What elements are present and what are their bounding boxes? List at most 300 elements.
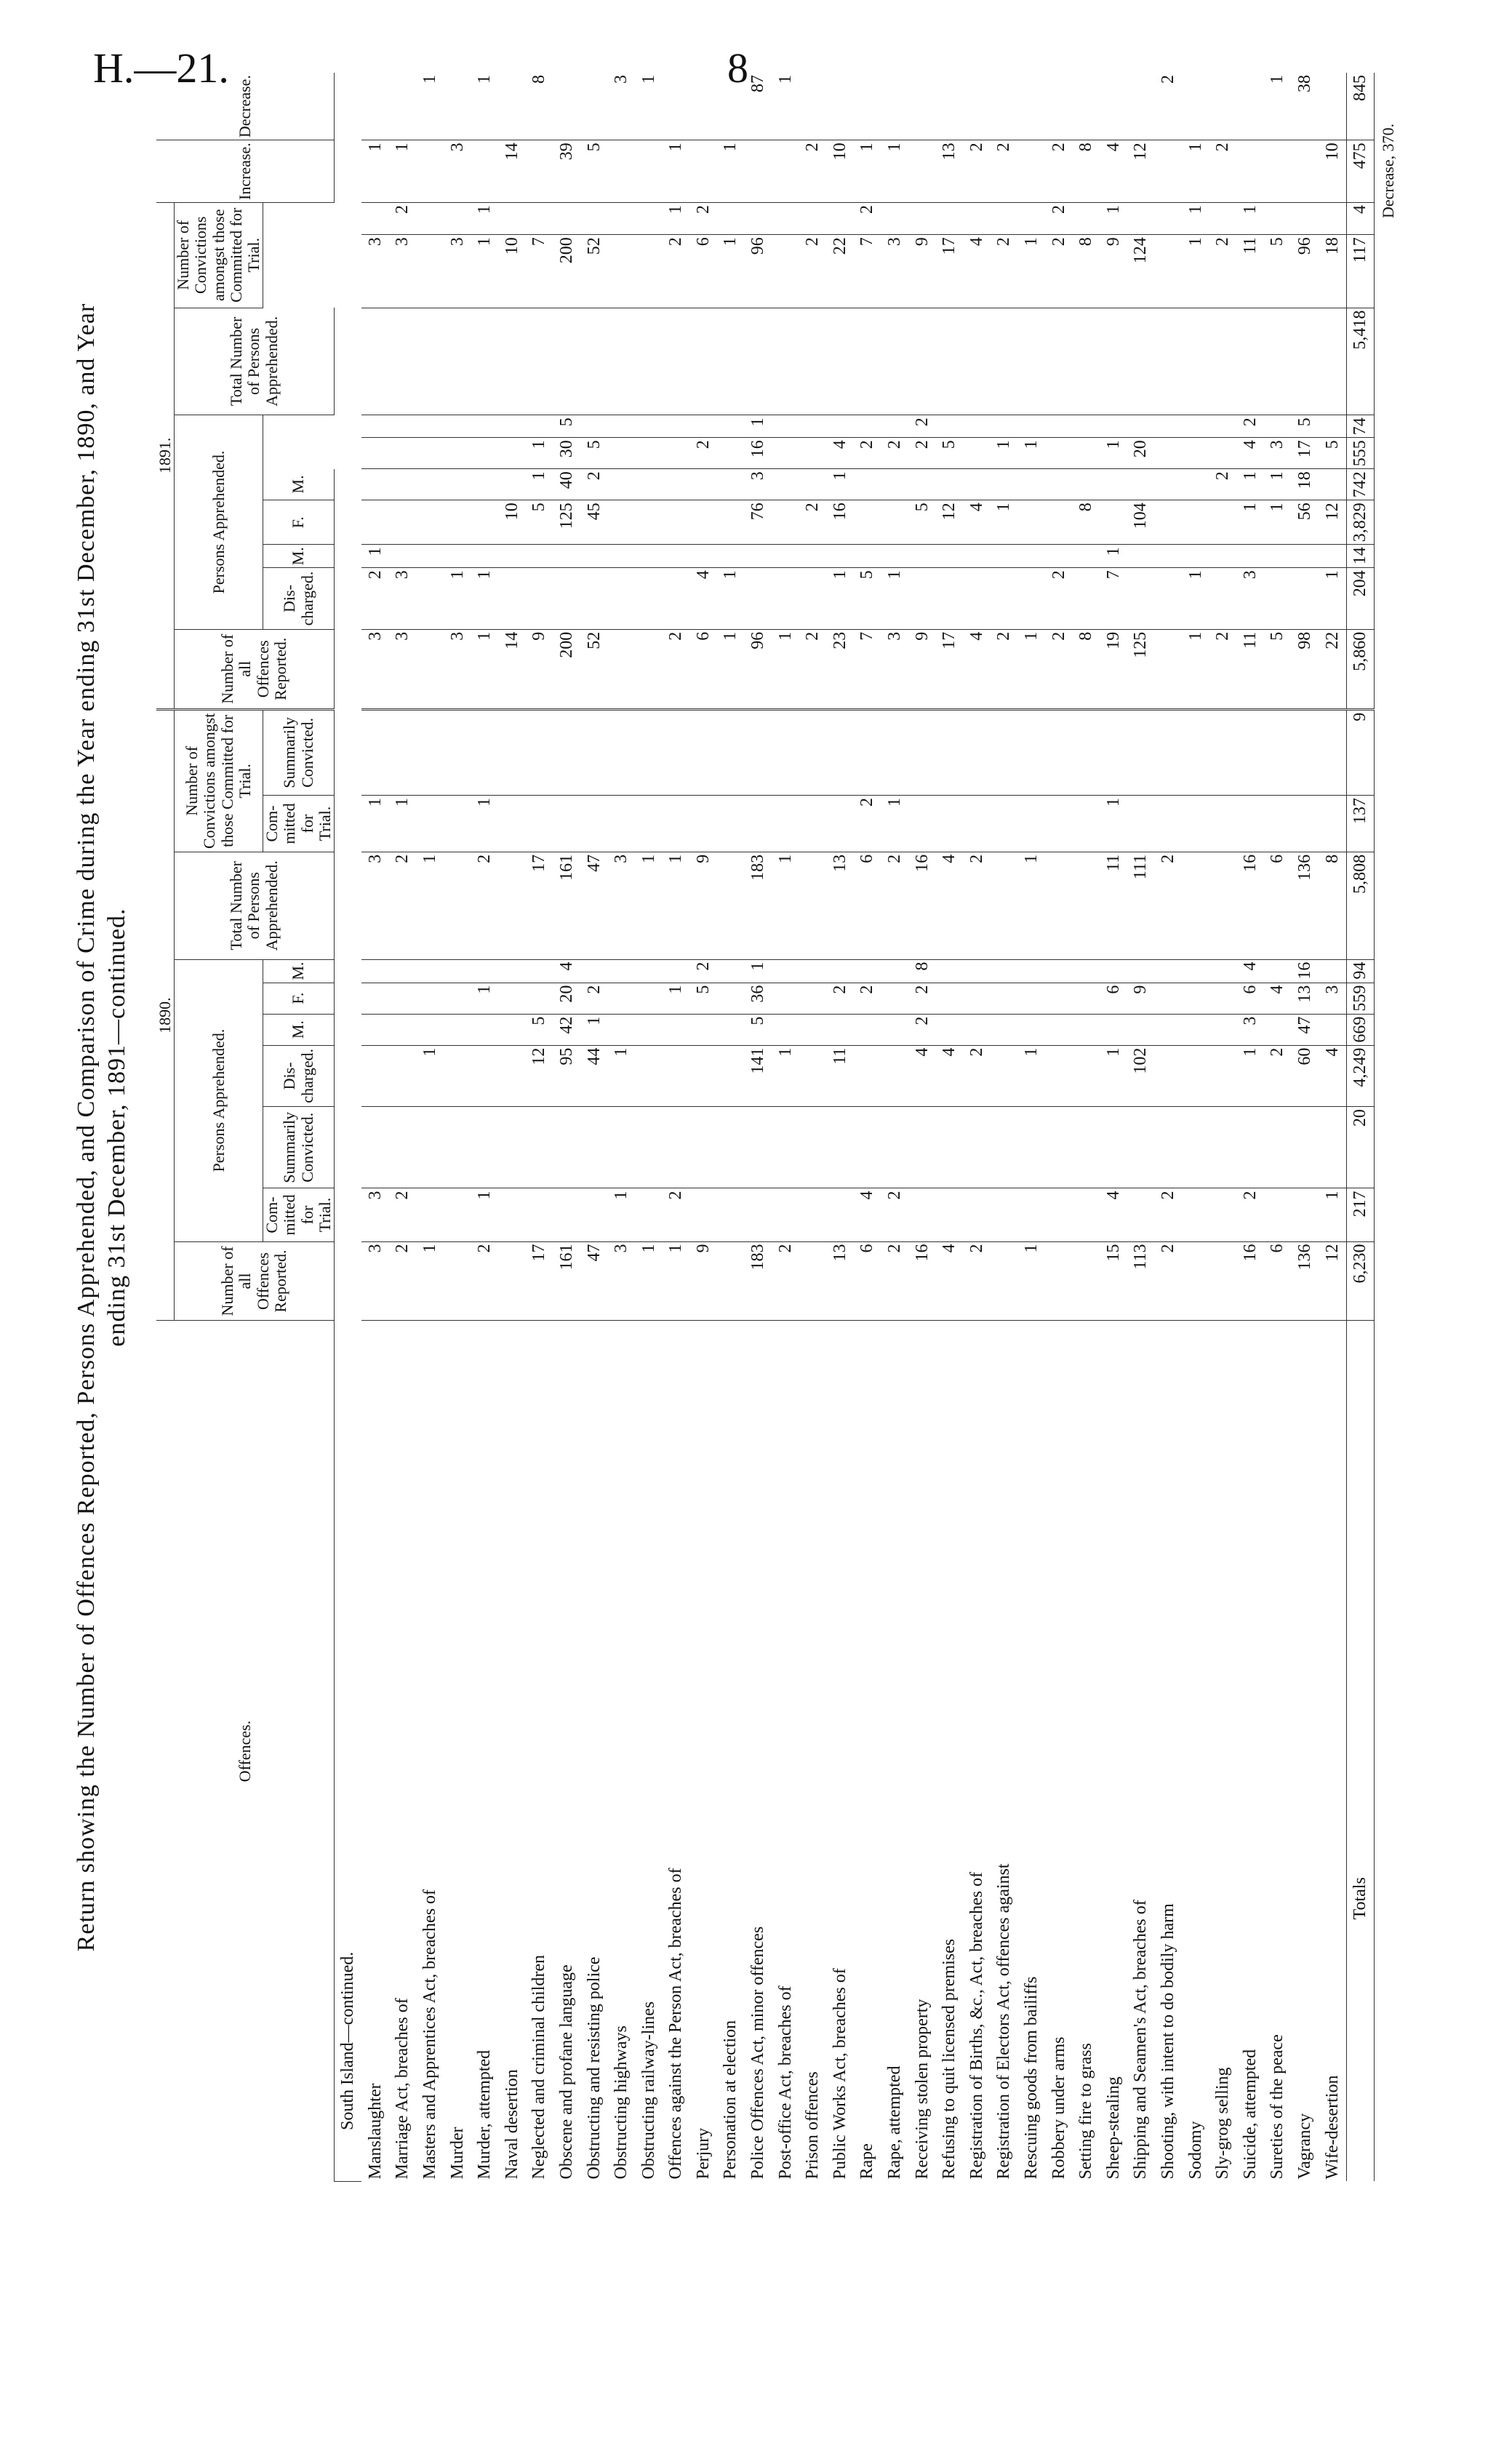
table-cell (580, 796, 608, 852)
table-row (936, 73, 964, 2182)
table-cell (608, 709, 636, 795)
table-cell (1073, 1045, 1100, 1107)
table-cell (580, 709, 608, 795)
table-body (334, 73, 1375, 2182)
table-cell (854, 415, 881, 438)
table-cell (663, 796, 690, 852)
table-cell (1073, 568, 1100, 630)
table-row (1182, 73, 1209, 2182)
table-cell (881, 959, 909, 983)
table-cell (417, 203, 444, 235)
table-cell: 1 (772, 73, 799, 140)
table-cell: 3 (361, 1188, 389, 1241)
sex-m-header: M. (263, 959, 335, 983)
table-cell: 52 (580, 629, 608, 709)
table-cell: 11 (1236, 235, 1264, 308)
table-cell: 9 (690, 1241, 718, 1321)
table-cell (1209, 1045, 1237, 1107)
table-cell (991, 983, 1018, 1014)
table-cell (608, 140, 636, 203)
table-cell (444, 796, 471, 852)
table-cell (1209, 1107, 1237, 1188)
table-cell: 5 (908, 500, 936, 545)
table-cell: 52 (580, 235, 608, 308)
table-cell (417, 983, 444, 1014)
table-cell (1155, 235, 1183, 308)
table-cell (526, 415, 553, 438)
table-cell (964, 1188, 991, 1241)
table-cell: 16 (908, 1241, 936, 1321)
table-cell: 3 (444, 235, 471, 308)
table-cell (690, 308, 718, 415)
sex-m-header: M. (263, 545, 335, 568)
table-cell: 1 (580, 1014, 608, 1045)
table-cell: 2 (991, 235, 1018, 308)
table-cell: 2 (827, 983, 855, 1014)
table-cell (799, 415, 827, 438)
table-cell: 1 (471, 1188, 499, 1241)
discharged-header: Dis-charged. (263, 1045, 335, 1107)
table-cell: 3 (745, 469, 772, 500)
table-cell (908, 545, 936, 568)
table-cell: 183 (745, 852, 772, 959)
table-cell: 2 (799, 140, 827, 203)
table-cell: 2 (1045, 140, 1073, 203)
table-cell (361, 1107, 389, 1188)
table-cell: 1 (526, 469, 553, 500)
table-cell: 1 (881, 796, 909, 852)
table-cell: 102 (1127, 1045, 1155, 1107)
table-cell (1236, 140, 1264, 203)
offence-name: Post-office Act, breaches of (775, 1985, 795, 2180)
table-cell (772, 203, 799, 235)
table-cell (1209, 1241, 1237, 1321)
table-row (608, 73, 636, 2182)
table-cell: 3 (1319, 983, 1346, 1014)
table-cell (498, 1241, 526, 1321)
table-cell (444, 1014, 471, 1045)
table-cell: 1 (1100, 1045, 1128, 1107)
table-cell (635, 1014, 663, 1045)
table-cell (854, 709, 881, 795)
table-cell: 5,860 (1346, 629, 1375, 709)
table-cell: 4 (553, 959, 581, 983)
table-cell (717, 1045, 745, 1107)
table-cell (1073, 469, 1100, 500)
table-cell (389, 1107, 417, 1188)
offence-name: Registration of Electors Act, offences against (994, 1863, 1014, 2180)
table-cell (936, 959, 964, 983)
offence-name: Vagrancy (1295, 2113, 1314, 2180)
table-cell: 4 (964, 235, 991, 308)
table-cell (936, 709, 964, 795)
table-cell (717, 415, 745, 438)
table-cell (1319, 469, 1346, 500)
table-cell (553, 203, 581, 235)
table-cell: 17 (936, 629, 964, 709)
table-cell (1127, 709, 1155, 795)
table-cell (936, 1014, 964, 1045)
table-cell: 559 (1346, 983, 1375, 1014)
table-cell: 11 (1236, 629, 1264, 709)
table-cell: 2 (690, 438, 718, 469)
table-cell: 1 (608, 1188, 636, 1241)
table-cell (1264, 959, 1292, 983)
table-cell (717, 469, 745, 500)
table-cell (908, 1188, 936, 1241)
table-cell: 1 (1018, 852, 1046, 959)
table-cell (799, 568, 827, 630)
table-cell (389, 709, 417, 795)
table-cell (690, 545, 718, 568)
table-cell (717, 959, 745, 983)
table-cell (1319, 545, 1346, 568)
table-cell (690, 469, 718, 500)
table-cell (580, 1188, 608, 1241)
table-cell (991, 1188, 1018, 1241)
table-cell (526, 203, 553, 235)
table-cell (854, 545, 881, 568)
table-cell (690, 1107, 718, 1188)
offence-name: Murder (447, 2127, 467, 2180)
convictions-header: Number of Convictions amongst those Committed for Trial. (175, 709, 263, 852)
table-cell: 44 (580, 1045, 608, 1107)
table-cell: 137 (1346, 796, 1375, 852)
table-cell (1073, 1014, 1100, 1045)
table-cell (526, 545, 553, 568)
table-cell: 8 (1073, 235, 1100, 308)
table-cell: 2 (881, 1241, 909, 1321)
table-cell (1209, 415, 1237, 438)
table-cell (663, 469, 690, 500)
table-row (526, 73, 553, 2182)
table-cell (1319, 73, 1346, 140)
table-cell (608, 568, 636, 630)
table-cell (1292, 308, 1319, 415)
table-cell (908, 1107, 936, 1188)
table-cell (1100, 1014, 1128, 1045)
table-cell (1018, 545, 1046, 568)
table-cell (1236, 709, 1264, 795)
table-cell (471, 308, 499, 415)
table-cell: 2 (1045, 235, 1073, 308)
table-cell (964, 73, 991, 140)
table-cell (635, 568, 663, 630)
table-cell (991, 415, 1018, 438)
table-cell: 2 (908, 438, 936, 469)
table-cell (1209, 438, 1237, 469)
table-cell (361, 415, 389, 438)
table-row (389, 73, 417, 2182)
table-cell (772, 796, 799, 852)
table-cell: 4 (936, 852, 964, 959)
table-cell: 125 (553, 500, 581, 545)
table-cell (608, 203, 636, 235)
table-cell: 7 (854, 629, 881, 709)
table-cell: 136 (1292, 852, 1319, 959)
table-cell: 2 (1155, 1241, 1183, 1321)
table-cell (498, 983, 526, 1014)
table-cell: 16 (827, 500, 855, 545)
table-cell (1264, 1107, 1292, 1188)
table-cell (690, 140, 718, 203)
table-cell (881, 308, 909, 415)
table-cell: 1 (471, 568, 499, 630)
table-cell (964, 959, 991, 983)
table-row (1018, 73, 1046, 2182)
table-cell (663, 1014, 690, 1045)
table-cell: 2 (1045, 629, 1073, 709)
table-cell: 5 (1319, 438, 1346, 469)
table-cell (1209, 796, 1237, 852)
table-cell: 4 (1236, 438, 1264, 469)
table-cell: 5 (580, 438, 608, 469)
table-cell: 2 (389, 1241, 417, 1321)
table-title-continued: ending 31st December, 1891—continued. (103, 908, 130, 1347)
table-cell (1292, 203, 1319, 235)
table-cell (936, 308, 964, 415)
table-cell (1264, 1014, 1292, 1045)
table-cell (1155, 500, 1183, 545)
table-cell (717, 438, 745, 469)
table-cell: 17 (526, 852, 553, 959)
table-cell (361, 469, 389, 500)
table-cell (745, 545, 772, 568)
table-cell: 60 (1292, 1045, 1319, 1107)
table-cell (936, 983, 964, 1014)
table-cell (1182, 983, 1209, 1014)
table-cell: 1 (361, 545, 389, 568)
table-cell (1100, 709, 1128, 795)
table-cell: 9 (526, 629, 553, 709)
table-cell (663, 500, 690, 545)
table-cell (1073, 1241, 1100, 1321)
table-row (1264, 73, 1292, 2182)
table-cell: 1 (389, 796, 417, 852)
crime-return-table (156, 73, 1375, 2182)
table-cell: 200 (553, 629, 581, 709)
table-cell (1127, 1014, 1155, 1045)
table-cell: 1 (1264, 73, 1292, 140)
table-row (361, 73, 389, 2182)
table-cell (417, 1107, 444, 1188)
table-cell (772, 568, 799, 630)
table-cell (745, 308, 772, 415)
table-cell (553, 796, 581, 852)
offence-name: Obstructing and resisting police (584, 1956, 604, 2180)
table-cell (1018, 983, 1046, 1014)
table-cell (361, 709, 389, 795)
table-cell: 1 (417, 1241, 444, 1321)
table-cell (417, 438, 444, 469)
table-cell (745, 796, 772, 852)
table-cell (772, 983, 799, 1014)
table-cell (1100, 469, 1128, 500)
table-cell (881, 73, 909, 140)
table-cell: 1 (745, 959, 772, 983)
table-cell: 2 (471, 1241, 499, 1321)
table-cell: 5 (1264, 235, 1292, 308)
table-cell: 9 (690, 852, 718, 959)
table-cell: 2 (389, 1188, 417, 1241)
table-cell: 1 (663, 983, 690, 1014)
table-cell (1209, 545, 1237, 568)
table-cell (498, 545, 526, 568)
table-cell (417, 959, 444, 983)
table-cell (526, 1188, 553, 1241)
offence-name: Rape (857, 2143, 877, 2180)
table-cell (1264, 709, 1292, 795)
table-cell: 2 (964, 1045, 991, 1107)
table-cell (1319, 1014, 1346, 1045)
table-cell: 3 (881, 629, 909, 709)
table-cell (526, 983, 553, 1014)
table-cell (717, 709, 745, 795)
offence-name: Marriage Act, breaches of (393, 1998, 412, 2180)
table-cell: 1 (1182, 629, 1209, 709)
table-cell (1045, 1107, 1073, 1188)
table-cell: 5 (854, 568, 881, 630)
table-cell (717, 1241, 745, 1321)
table-cell: 4 (854, 1188, 881, 1241)
table-cell (772, 140, 799, 203)
table-cell (854, 1045, 881, 1107)
table-cell: 1 (471, 203, 499, 235)
table-cell: 1 (635, 1241, 663, 1321)
table-cell: 2 (991, 629, 1018, 709)
table-cell: 96 (745, 235, 772, 308)
table-row (471, 73, 499, 2182)
table-cell (663, 438, 690, 469)
table-cell (991, 1014, 1018, 1045)
table-cell: 1 (608, 1045, 636, 1107)
table-cell: 12 (936, 500, 964, 545)
table-cell (471, 709, 499, 795)
table-row (444, 73, 471, 2182)
table-cell: 1 (1236, 500, 1264, 545)
table-cell (1264, 203, 1292, 235)
table-cell (1155, 140, 1183, 203)
table-cell (526, 1107, 553, 1188)
table-cell (799, 203, 827, 235)
table-cell (881, 1014, 909, 1045)
table-row (498, 73, 526, 2182)
table-cell (1018, 568, 1046, 630)
table-cell: 1 (417, 1045, 444, 1107)
table-cell: 2 (1045, 568, 1073, 630)
table-cell (799, 983, 827, 1014)
table-cell (389, 500, 417, 545)
table-cell (1045, 73, 1073, 140)
table-cell (1319, 308, 1346, 415)
table-cell: 20 (1346, 1107, 1375, 1188)
table-cell: 3 (444, 140, 471, 203)
table-cell (1127, 203, 1155, 235)
table-cell (772, 545, 799, 568)
table-row (1292, 73, 1319, 2182)
table-cell: 6 (690, 235, 718, 308)
table-cell: 2 (908, 1014, 936, 1045)
table-cell: 1 (444, 568, 471, 630)
table-cell (799, 1241, 827, 1321)
table-cell (827, 1014, 855, 1045)
table-cell (964, 415, 991, 438)
table-cell (964, 709, 991, 795)
table-cell (1209, 308, 1237, 415)
table-cell: 1 (1264, 469, 1292, 500)
table-cell (964, 1107, 991, 1188)
table-cell (991, 308, 1018, 415)
table-cell: 4,249 (1346, 1045, 1375, 1107)
table-cell (635, 1188, 663, 1241)
table-cell: 87 (745, 73, 772, 140)
table-cell: 10 (498, 235, 526, 308)
table-row (635, 73, 663, 2182)
table-cell: 3 (444, 629, 471, 709)
table-cell (936, 1107, 964, 1188)
table-cell (690, 500, 718, 545)
table-cell: 2 (1236, 415, 1264, 438)
table-cell: 2 (690, 959, 718, 983)
table-cell (1073, 796, 1100, 852)
increase-header: Increase. (156, 140, 334, 203)
table-cell (1182, 73, 1209, 140)
table-cell (1045, 852, 1073, 959)
table-cell (608, 1014, 636, 1045)
table-cell (1155, 1107, 1183, 1188)
table-cell: 475 (1346, 140, 1375, 203)
table-cell (1100, 1107, 1128, 1188)
table-cell (444, 203, 471, 235)
table-cell (389, 308, 417, 415)
table-cell (717, 1188, 745, 1241)
offence-name: Rescuing goods from bailiffs (1022, 1976, 1041, 2180)
table-cell: 17 (936, 235, 964, 308)
table-cell: 217 (1346, 1188, 1375, 1241)
table-cell (471, 1014, 499, 1045)
table-cell: 2 (991, 140, 1018, 203)
table-cell (553, 308, 581, 415)
table-cell (1292, 709, 1319, 795)
table-cell (361, 500, 389, 545)
table-cell (991, 709, 1018, 795)
table-cell (498, 73, 526, 140)
table-cell: 9 (908, 235, 936, 308)
table-cell (964, 568, 991, 630)
table-cell (717, 203, 745, 235)
table-cell: 6 (1264, 852, 1292, 959)
table-cell: 1 (1018, 629, 1046, 709)
table-cell: 3 (608, 852, 636, 959)
table-cell (635, 1045, 663, 1107)
table-cell (908, 796, 936, 852)
table-cell: 2 (1209, 140, 1237, 203)
table-cell: 2 (799, 235, 827, 308)
table-cell (1209, 709, 1237, 795)
table-cell (827, 1188, 855, 1241)
table-cell (1209, 1188, 1237, 1241)
offence-name: Offences against the Person Act, breaches of (666, 1868, 686, 2180)
table-cell (772, 469, 799, 500)
table-cell (1155, 983, 1183, 1014)
table-cell: 2 (580, 983, 608, 1014)
table-cell: 4 (1236, 959, 1264, 983)
table-cell: 96 (1292, 235, 1319, 308)
table-cell: 7 (1100, 568, 1128, 630)
table-cell: 1 (1018, 1241, 1046, 1321)
table-cell (417, 1188, 444, 1241)
table-cell (745, 1107, 772, 1188)
